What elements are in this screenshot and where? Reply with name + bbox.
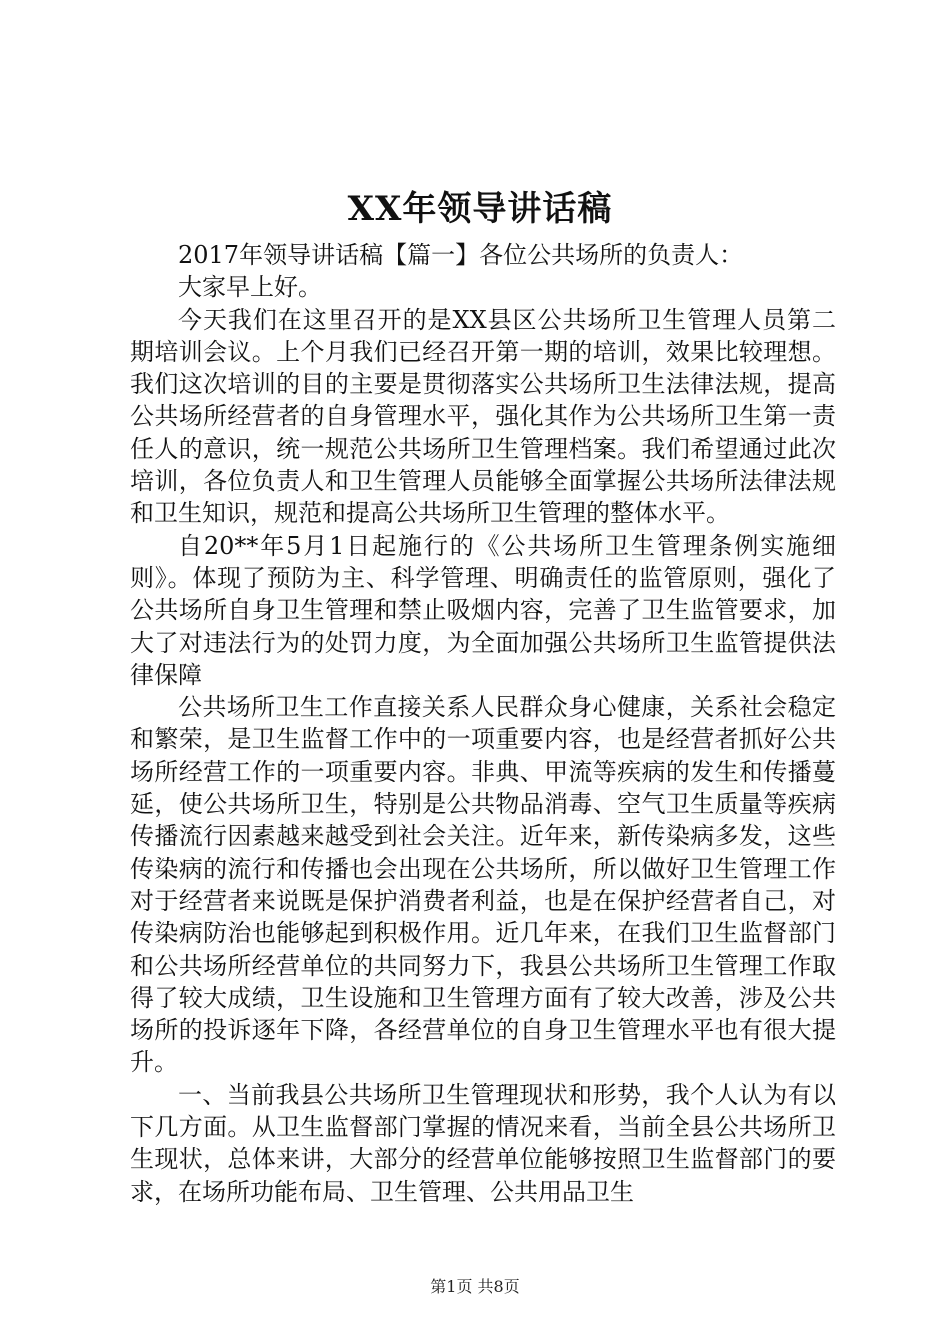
page-number-footer: 第1页 共8页: [430, 1277, 520, 1296]
paragraph-4: 自20**年5月1日起施行的《公共场所卫生管理条例实施细则》。体现了预防为主、科学管理、明确责任的监管原则，强化了公共场所自身卫生管理和禁止吸烟内容，完善了卫生监管要求，加大了对违法行为的处罚力度，为全面加强公共场所卫生监管提供法律保障: [130, 531, 836, 689]
paragraph-3: 今天我们在这里召开的是XX县区公共场所卫生管理人员第二期培训会议。上个月我们已经召开第一期的培训，效果比较理想。我们这次培训的目的主要是贯彻落实公共场所卫生法律法规，提高公共场所经营者的自身管理水平，强化其作为公共场所卫生第一责任人的意识，统一规范公共场所卫生管理档案。我们希望通过此次培训，各位负责人和卫生管理人员能够全面掌握公共场所法律法规和卫生知识，规范和提高公共场所卫生管理的整体水平。: [130, 305, 836, 528]
paragraph-6: 一、当前我县公共场所卫生管理现状和形势，我个人认为有以下几方面。从卫生监督部门掌握的情况来看，当前全县公共场所卫生现状，总体来讲，大部分的经营单位能够按照卫生监督部门的要求，在场所功能布局、卫生管理、公共用品卫生: [130, 1080, 836, 1206]
document-title: XX年领导讲话稿: [347, 189, 613, 229]
document-body: [130, 239, 836, 1208]
paragraph-5: 公共场所卫生工作直接关系人民群众身心健康，关系社会稳定和繁荣，是卫生监督工作中的一项重要内容，也是经营者抓好公共场所经营工作的一项重要内容。非典、甲流等疾病的发生和传播蔓延，使公共场所卫生，特别是公共物品消毒、空气卫生质量等疾病传播流行因素越来越受到社会关注。近年来，新传染病多发，这些传染病的流行和传播也会出现在公共场所，所以做好卫生管理工作对于经营者来说既是保护消费者利益，也是在保护经营者自己，对传染病防治也能够起到积极作用。近几年来，在我们卫生监督部门和公共场所经营单位的共同努力下，我县公共场所卫生管理工作取得了较大成绩，卫生设施和卫生管理方面有了较大改善，涉及公共场所的投诉逐年下降，各经营单位的自身卫生管理水平也有很大提升。: [130, 693, 836, 1077]
paragraph-2: 大家早上好。: [178, 273, 322, 302]
paragraph-1: 2017年领导讲话稿【篇一】各位公共场所的负责人：: [178, 241, 744, 269]
